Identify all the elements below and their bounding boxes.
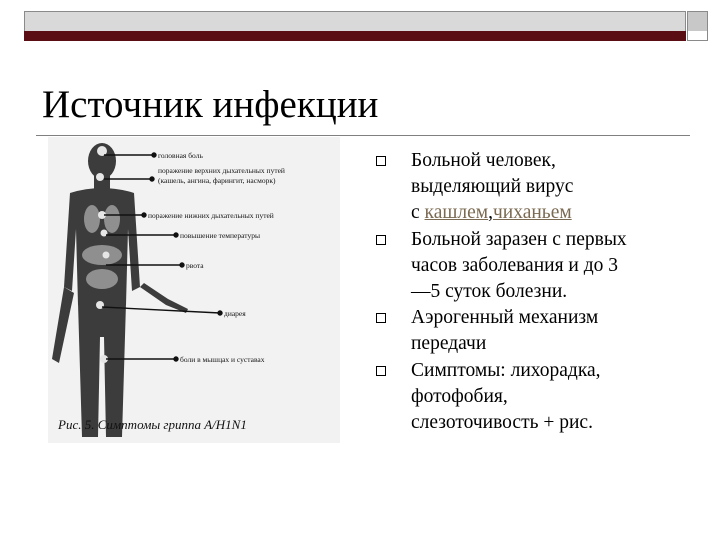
- figure-caption: Рис. 5. Симптомы гриппа A/H1N1: [58, 417, 247, 432]
- label-upper-airways: поражение верхних дыхательных путей: [158, 166, 285, 175]
- header-corner-box-lower: [687, 31, 708, 41]
- header-accent-bar: [24, 31, 686, 41]
- hollow-square-bullet-icon: [376, 235, 386, 245]
- label-fever: повышение температуры: [180, 231, 260, 240]
- title-divider: [36, 135, 690, 136]
- link-sneeze[interactable]: чиханьем: [492, 202, 572, 224]
- bullet-list: [374, 148, 694, 436]
- label-headache: головная боль: [158, 151, 203, 160]
- label-upper-airways-detail: (кашель, ангина, фарингит, насморк): [158, 176, 276, 185]
- bullet-item: Аэрогенный механизм передачи: [374, 305, 694, 357]
- hollow-square-bullet-icon: [376, 156, 386, 166]
- hollow-square-bullet-icon: [376, 313, 386, 323]
- label-muscle-pain: боли в мышцах и суставах: [180, 355, 265, 364]
- hollow-square-bullet-icon: [376, 366, 386, 376]
- header-bar: [24, 11, 686, 32]
- link-cough[interactable]: кашлем: [424, 202, 489, 224]
- bullet-item: Симптомы: лихорадка, фотофобия, слезоточивость + рис.: [374, 358, 694, 437]
- label-diarrhea: диарея: [224, 309, 246, 318]
- slide-title: Источник инфекции: [42, 83, 379, 126]
- bullet-item: Больной заразен с первых часов заболевания и до 3 —5 суток болезни.: [374, 227, 694, 306]
- bullet-item: Больной человек, выделяющий вирус с кашлем,чиханьем: [374, 148, 694, 227]
- label-lower-airways: поражение нижних дыхательных путей: [148, 211, 274, 220]
- label-vomiting: рвота: [186, 261, 204, 270]
- human-body-illustration: [48, 137, 340, 443]
- header-corner-box: [687, 11, 708, 32]
- flu-symptoms-figure: [48, 137, 340, 443]
